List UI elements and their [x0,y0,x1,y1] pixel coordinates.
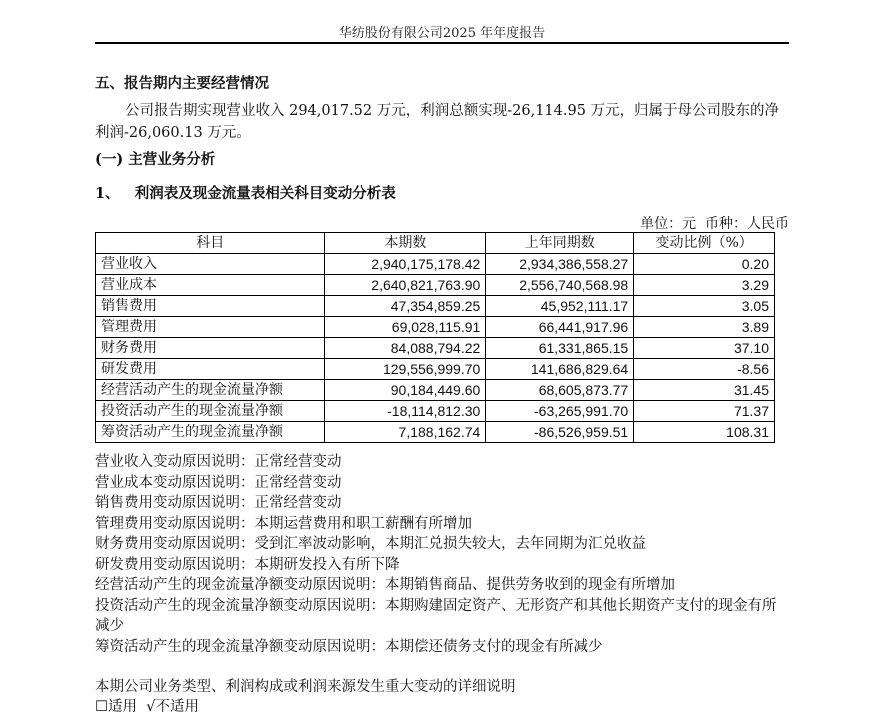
current-value: 129,556,999.70 [325,359,486,380]
current-value: 2,640,821,763.90 [325,275,486,296]
unit-currency-line: 单位：元 币种：人民币 [640,216,789,232]
prior-value: 68,605,873.77 [486,380,634,401]
change-value: 3.89 [634,317,775,338]
row-label: 研发费用 [96,359,325,380]
change-value: 3.29 [634,275,775,296]
table-row [96,359,775,380]
header-prior-period: 上年同期数 [486,233,634,254]
applicability-options: ☐适用 √不适用 [95,699,199,715]
note-financing-cashflow: 筹资活动产生的现金流量净额变动原因说明：本期偿还债务支付的现金有所减少 [95,638,603,655]
prior-value: 66,441,917.96 [486,317,634,338]
header-change-pct: 变动比例（%） [634,233,775,254]
table-row [96,275,775,296]
row-label: 投资活动产生的现金流量净额 [96,401,325,422]
page-header-title: 华纺股份有限公司2025 年年度报告 [338,26,546,41]
row-label: 经营活动产生的现金流量净额 [96,380,325,401]
current-value: 90,184,449.60 [325,380,486,401]
current-value: 84,088,794.22 [325,338,486,359]
change-value: 71.37 [634,401,775,422]
change-value: 108.31 [634,422,775,443]
table-row [96,317,775,338]
prior-value: -86,526,959.51 [486,422,634,443]
table-row [96,338,775,359]
note-revenue: 营业收入变动原因说明：正常经营变动 [95,454,342,470]
table-row [96,254,775,275]
current-value: 2,940,175,178.42 [325,254,486,275]
major-change-title: 本期公司业务类型、利润构成或利润来源发生重大变动的详细说明 [95,679,516,695]
income-cashflow-table [95,232,775,443]
prior-value: 61,331,865.15 [486,338,634,359]
change-value: -8.56 [634,359,775,380]
current-value: 7,188,162.74 [325,422,486,443]
row-label: 筹资活动产生的现金流量净额 [96,422,325,443]
change-value: 0.20 [634,254,775,275]
row-label: 财务费用 [96,338,325,359]
change-value: 31.45 [634,380,775,401]
table-row [96,422,775,443]
header-item: 科目 [96,233,325,254]
note-admin-expense: 管理费用变动原因说明：本期运营费用和职工薪酬有所增加 [95,515,472,532]
section-heading: 五、报告期内主要经营情况 [95,75,269,92]
note-operating-cashflow: 经营活动产生的现金流量净额变动原因说明：本期销售商品、提供劳务收到的现金有所增加 [95,577,675,593]
table-row [96,296,775,317]
header-current-period: 本期数 [325,233,486,254]
row-label: 营业成本 [96,275,325,296]
current-value: -18,114,812.30 [325,401,486,422]
note-selling-expense: 销售费用变动原因说明：正常经营变动 [95,495,342,511]
change-value: 37.10 [634,338,775,359]
row-label: 销售费用 [96,296,325,317]
change-value: 3.05 [634,296,775,317]
note-investing-cashflow: 投资活动产生的现金流量净额变动原因说明：本期购建固定资产、无形资产和其他长期资产支付的现金有所减少 [95,597,777,634]
change-notes [95,452,789,657]
row-label: 管理费用 [96,317,325,338]
current-value: 69,028,115.91 [325,317,486,338]
sub-heading: (一) 主营业务分析 [95,151,216,168]
header-divider [95,42,789,44]
current-value: 47,354,859.25 [325,296,486,317]
row-label: 营业收入 [96,254,325,275]
note-finance-expense: 财务费用变动原因说明：受到汇率波动影响，本期汇兑损失较大，去年同期为汇兑收益 [95,536,646,552]
prior-value: 141,686,829.64 [486,359,634,380]
note-cost: 营业成本变动原因说明：正常经营变动 [95,474,342,491]
table-row [96,401,775,422]
note-rd-expense: 研发费用变动原因说明：本期研发投入有所下降 [95,556,400,573]
item-heading: 1、 利润表及现金流量表相关科目变动分析表 [95,185,396,202]
prior-value: 2,934,386,558.27 [486,254,634,275]
prior-value: 2,556,740,568.98 [486,275,634,296]
prior-value: -63,265,991.70 [486,401,634,422]
table-row [96,380,775,401]
table-header-row [96,233,775,254]
summary-paragraph: 公司报告期实现营业收入 294,017.52 万元，利润总额实现-26,114.95 万元，归属于母公司股东的净利润-26,060.13 万元。 [95,103,780,141]
prior-value: 45,952,111.17 [486,296,634,317]
